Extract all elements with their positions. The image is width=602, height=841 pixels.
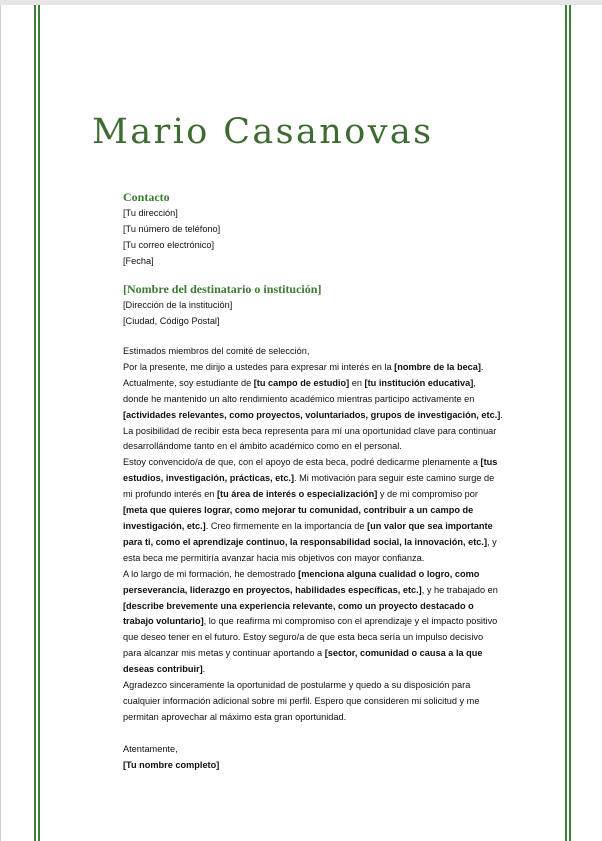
right-border-line xyxy=(569,5,571,841)
text-run: Agradezco sinceramente la oportunidad de postularme y quedo a su disposición para cualquier información adicional sobre mi perfil. Espero que consideren mi solicitud y me permitan aprovechar al máximo esta gran oportunidad. xyxy=(123,680,480,722)
letter-paragraph xyxy=(123,360,503,455)
placeholder-text: [describe brevemente una experiencia relevante, como un proyecto destacado o trabajo voluntario] xyxy=(123,600,474,627)
contact-email: [Tu correo electrónico] xyxy=(123,240,215,250)
text-run: , donde he mantenido un alto rendimiento académico mientras participo activamente en xyxy=(123,377,476,404)
placeholder-text: [actividades relevantes, como proyectos, voluntariados, grupos de investigación, etc.] xyxy=(123,409,501,420)
signature: [Tu nombre completo] xyxy=(123,759,220,770)
letter-body xyxy=(123,344,503,773)
letter-paragraph xyxy=(123,455,503,566)
letter-paragraph xyxy=(123,678,503,726)
left-border-line xyxy=(38,5,40,841)
recipient-heading: [Nombre del destinatario o institución] xyxy=(123,282,322,296)
text-run: y de mi compromiso por xyxy=(377,489,478,500)
contact-address: [Tu dirección] xyxy=(123,208,178,218)
contact-date: [Fecha] xyxy=(123,256,154,266)
contact-phone: [Tu número de teléfono] xyxy=(123,224,221,234)
contact-section xyxy=(123,189,503,269)
placeholder-text: [un valor que sea importante para ti, como el aprendizaje continuo, la responsabilidad social, la innovación, etc.] xyxy=(123,520,493,547)
recipient-address: [Dirección de la institución] xyxy=(123,300,233,310)
placeholder-text: [menciona alguna cualidad o logro, como perseverancia, liderazgo en proyectos, habilidades específicas, etc.] xyxy=(123,568,480,595)
text-run: . Mi motivación para seguir este camino surge de mi profundo interés en xyxy=(123,473,495,500)
closing: Atentamente, xyxy=(123,743,178,754)
salutation: Estimados miembros del comité de selección, xyxy=(123,346,310,356)
recipient-section xyxy=(123,281,503,329)
placeholder-text: [nombre de la beca] xyxy=(394,361,481,372)
text-run: , lo que reafirma mi compromiso con el aprendizaje y el impacto positivo que deseo tener en el futuro. Estoy seguro/a de que esta beca sería un impulso decisivo para alcanzar mis metas y continuar aportando a xyxy=(123,616,498,659)
left-border-line xyxy=(34,5,36,841)
placeholder-text: [tu área de interés o especialización] xyxy=(216,489,378,500)
text-run: . Actualmente, soy estudiante de xyxy=(123,361,484,388)
applicant-name: Mario Casanovas xyxy=(92,112,434,152)
text-run: . xyxy=(202,664,206,675)
text-run: , y esta beca me permitiría avanzar hacia mis objetivos con mayor confianza. xyxy=(123,536,497,563)
placeholder-text: [tu institución educativa] xyxy=(364,377,474,388)
spacer xyxy=(123,726,503,742)
placeholder-text: [sector, comunidad o causa a la que deseas contribuir] xyxy=(123,648,483,675)
text-run: Estoy convencido/a de que, con el apoyo de esta beca, podré dedicarme plenamente a xyxy=(123,457,481,468)
placeholder-text: [tu campo de estudio] xyxy=(253,377,350,388)
text-run: . Creo firmemente en la importancia de xyxy=(205,520,368,531)
right-border-line xyxy=(565,5,567,841)
text-run: A lo largo de mi formación, he demostrado xyxy=(123,568,299,579)
contact-heading: Contacto xyxy=(123,190,170,204)
text-run: en xyxy=(349,377,365,388)
text-run: , y he trabajado en xyxy=(421,584,498,595)
placeholder-text: [meta que quieres lograr, como mejorar tu comunidad, contribuir a un campo de investigación, etc.] xyxy=(123,505,474,531)
placeholder-text: [tus estudios, investigación, prácticas, etc.] xyxy=(123,457,498,484)
text-run: Por la presente, me dirijo a ustedes para expresar mi interés en la xyxy=(123,361,395,372)
letter-paragraph xyxy=(123,567,503,678)
text-run: . La posibilidad de recibir esta beca representa para mí una oportunidad clave para continuar desarrollándome tanto en el ámbito académico como en el personal. xyxy=(123,409,503,452)
recipient-city: [Ciudad, Código Postal] xyxy=(123,316,220,326)
